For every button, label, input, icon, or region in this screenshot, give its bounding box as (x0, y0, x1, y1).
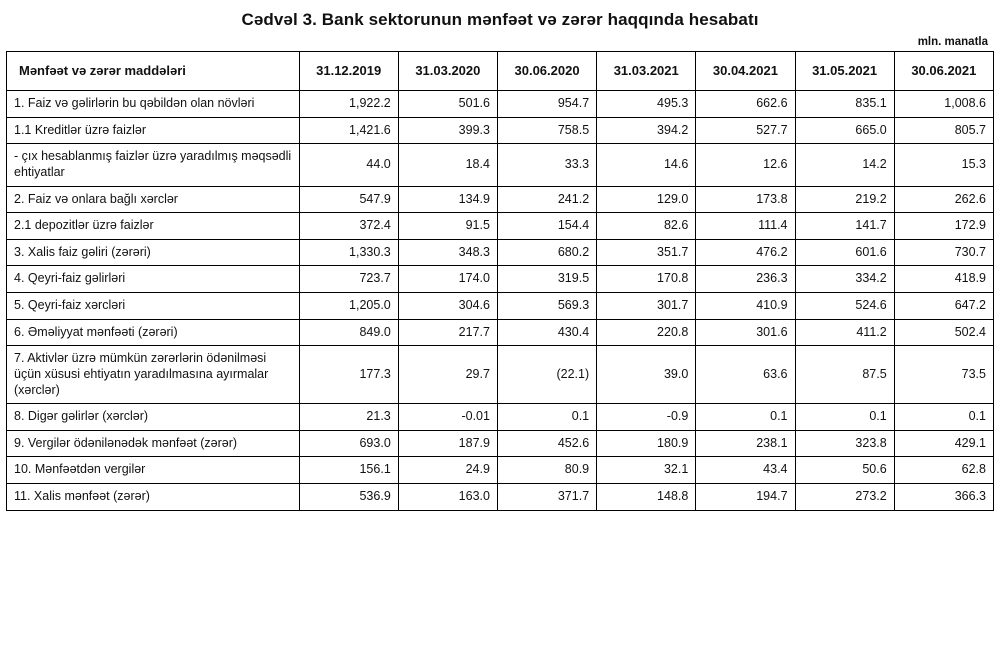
row-value: 429.1 (894, 430, 993, 457)
row-value: 177.3 (299, 346, 398, 404)
table-row (7, 293, 994, 320)
table-row (7, 144, 994, 186)
row-value: 0.1 (894, 404, 993, 431)
unit-note: mln. manatla (917, 36, 988, 48)
row-label: 5. Qeyri-faiz xərcləri (7, 293, 300, 320)
column-header-date-3: 30.06.2020 (497, 52, 596, 91)
row-value: 220.8 (597, 319, 696, 346)
table-row (7, 319, 994, 346)
row-value: 1,008.6 (894, 91, 993, 118)
row-value: 1,922.2 (299, 91, 398, 118)
row-value: 163.0 (398, 484, 497, 511)
row-value: 0.1 (795, 404, 894, 431)
row-value: 693.0 (299, 430, 398, 457)
row-value: 411.2 (795, 319, 894, 346)
row-value: 319.5 (497, 266, 596, 293)
column-header-date-7: 30.06.2021 (894, 52, 993, 91)
row-value: 351.7 (597, 239, 696, 266)
row-value: 954.7 (497, 91, 596, 118)
row-value: 80.9 (497, 457, 596, 484)
row-value: 148.8 (597, 484, 696, 511)
table-row (7, 117, 994, 144)
row-value: 14.2 (795, 144, 894, 186)
row-value: 14.6 (597, 144, 696, 186)
table-row (7, 91, 994, 118)
row-label: 8. Digər gəlirlər (xərclər) (7, 404, 300, 431)
row-value: 601.6 (795, 239, 894, 266)
row-value: 219.2 (795, 186, 894, 213)
row-value: 366.3 (894, 484, 993, 511)
row-value: 18.4 (398, 144, 497, 186)
row-value: 241.2 (497, 186, 596, 213)
column-header-date-4: 31.03.2021 (597, 52, 696, 91)
row-value: 430.4 (497, 319, 596, 346)
row-value: 238.1 (696, 430, 795, 457)
row-value: 527.7 (696, 117, 795, 144)
row-value: 1,421.6 (299, 117, 398, 144)
row-label: - çıx hesablanmış faizlər üzrə yaradılmış məqsədli ehtiyatlar (7, 144, 300, 186)
row-value: 323.8 (795, 430, 894, 457)
row-label: 11. Xalis mənfəət (zərər) (7, 484, 300, 511)
row-value: 680.2 (497, 239, 596, 266)
table-row (7, 430, 994, 457)
column-header-date-1: 31.12.2019 (299, 52, 398, 91)
row-value: 174.0 (398, 266, 497, 293)
row-value: 647.2 (894, 293, 993, 320)
row-value: 24.9 (398, 457, 497, 484)
table-header (7, 52, 994, 91)
row-value: 301.7 (597, 293, 696, 320)
row-value: -0.01 (398, 404, 497, 431)
row-value: 1,205.0 (299, 293, 398, 320)
row-value: 0.1 (497, 404, 596, 431)
row-value: 301.6 (696, 319, 795, 346)
row-value: 394.2 (597, 117, 696, 144)
row-value: 172.9 (894, 213, 993, 240)
row-label: 1. Faiz və gəlirlərin bu qəbildən olan növləri (7, 91, 300, 118)
row-value: 43.4 (696, 457, 795, 484)
row-value: 82.6 (597, 213, 696, 240)
row-value: 418.9 (894, 266, 993, 293)
row-value: 334.2 (795, 266, 894, 293)
row-value: 569.3 (497, 293, 596, 320)
row-value: 156.1 (299, 457, 398, 484)
row-value: 62.8 (894, 457, 993, 484)
row-value: 502.4 (894, 319, 993, 346)
row-value: 44.0 (299, 144, 398, 186)
row-label: 3. Xalis faiz gəliri (zərəri) (7, 239, 300, 266)
row-value: 111.4 (696, 213, 795, 240)
table-row (7, 346, 994, 404)
row-value: -0.9 (597, 404, 696, 431)
row-value: 805.7 (894, 117, 993, 144)
row-value: 154.4 (497, 213, 596, 240)
table-row (7, 484, 994, 511)
row-value: 73.5 (894, 346, 993, 404)
table-body (7, 91, 994, 511)
row-value: (22.1) (497, 346, 596, 404)
row-value: 476.2 (696, 239, 795, 266)
row-value: 33.3 (497, 144, 596, 186)
row-value: 849.0 (299, 319, 398, 346)
row-label: 9. Vergilər ödənilənədək mənfəət (zərər) (7, 430, 300, 457)
row-value: 524.6 (795, 293, 894, 320)
table-row (7, 239, 994, 266)
row-value: 410.9 (696, 293, 795, 320)
table-row (7, 457, 994, 484)
table-row (7, 186, 994, 213)
row-value: 173.8 (696, 186, 795, 213)
row-value: 273.2 (795, 484, 894, 511)
page-title: Cədvəl 3. Bank sektorunun mənfəət və zərər haqqında hesabatı (241, 10, 759, 29)
row-value: 723.7 (299, 266, 398, 293)
row-value: 217.7 (398, 319, 497, 346)
row-value: 304.6 (398, 293, 497, 320)
row-value: 0.1 (696, 404, 795, 431)
table-header-row (7, 52, 994, 91)
row-value: 536.9 (299, 484, 398, 511)
row-value: 63.6 (696, 346, 795, 404)
row-value: 730.7 (894, 239, 993, 266)
row-value: 129.0 (597, 186, 696, 213)
row-value: 547.9 (299, 186, 398, 213)
row-value: 141.7 (795, 213, 894, 240)
row-value: 180.9 (597, 430, 696, 457)
column-header-date-2: 31.03.2020 (398, 52, 497, 91)
row-value: 170.8 (597, 266, 696, 293)
row-value: 662.6 (696, 91, 795, 118)
row-value: 262.6 (894, 186, 993, 213)
row-value: 452.6 (497, 430, 596, 457)
row-value: 194.7 (696, 484, 795, 511)
row-value: 87.5 (795, 346, 894, 404)
row-value: 372.4 (299, 213, 398, 240)
profit-loss-table (6, 51, 994, 511)
row-label: 10. Mənfəətdən vergilər (7, 457, 300, 484)
row-value: 39.0 (597, 346, 696, 404)
row-label: 2.1 depozitlər üzrə faizlər (7, 213, 300, 240)
row-value: 501.6 (398, 91, 497, 118)
row-value: 236.3 (696, 266, 795, 293)
row-value: 32.1 (597, 457, 696, 484)
column-header-date-6: 31.05.2021 (795, 52, 894, 91)
row-value: 665.0 (795, 117, 894, 144)
table-container (0, 51, 1000, 511)
table-row (7, 266, 994, 293)
table-row (7, 213, 994, 240)
row-value: 1,330.3 (299, 239, 398, 266)
table-row (7, 404, 994, 431)
row-value: 371.7 (497, 484, 596, 511)
row-value: 50.6 (795, 457, 894, 484)
row-value: 495.3 (597, 91, 696, 118)
row-value: 758.5 (497, 117, 596, 144)
column-header-label: Mənfəət və zərər maddələri (7, 52, 300, 91)
row-value: 187.9 (398, 430, 497, 457)
row-value: 21.3 (299, 404, 398, 431)
row-value: 348.3 (398, 239, 497, 266)
row-label: 4. Qeyri-faiz gəlirləri (7, 266, 300, 293)
row-value: 835.1 (795, 91, 894, 118)
row-value: 134.9 (398, 186, 497, 213)
row-label: 6. Əməliyyat mənfəəti (zərəri) (7, 319, 300, 346)
row-value: 29.7 (398, 346, 497, 404)
row-label: 7. Aktivlər üzrə mümkün zərərlərin ödənilməsi üçün xüsusi ehtiyatın yaradılmasına ayırmalar (xərclər) (7, 346, 300, 404)
row-value: 399.3 (398, 117, 497, 144)
row-value: 91.5 (398, 213, 497, 240)
row-label: 1.1 Kreditlər üzrə faizlər (7, 117, 300, 144)
column-header-date-5: 30.04.2021 (696, 52, 795, 91)
row-label: 2. Faiz və onlara bağlı xərclər (7, 186, 300, 213)
row-value: 12.6 (696, 144, 795, 186)
row-value: 15.3 (894, 144, 993, 186)
